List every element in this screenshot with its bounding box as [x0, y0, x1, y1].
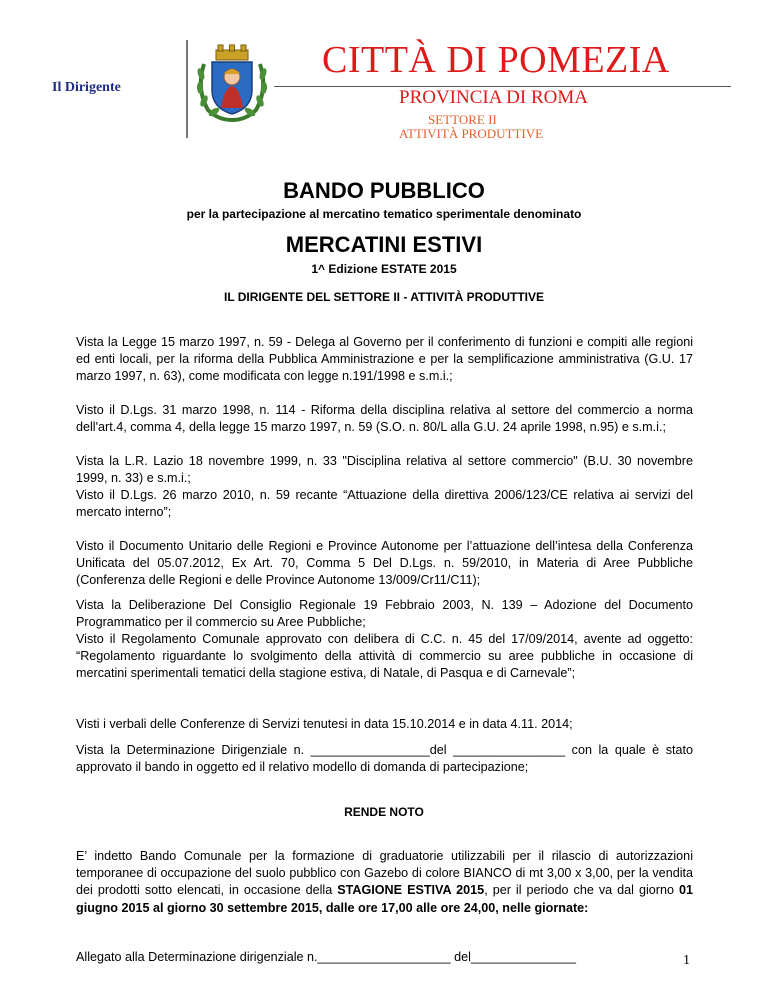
paragraph-regolamento: Visto il Regolamento Comunale approvato con delibera di C.C. n. 45 del 17/09/2014, avente ad oggetto: “Regolamento riguardante lo svolgimento della attività di commercio su aree pubbliche in occasione di mercatini sperimentali tematici della stagione estiva, di Natale, di Pasqua e di Carnevale”; [76, 632, 693, 681]
dirigente-label: Il Dirigente [52, 80, 121, 95]
paragraph-dlgs-114: Visto il D.Lgs. 31 marzo 1998, n. 114 - Riforma della disciplina relativa al settore del commercio a norma dell'art.4, comma 4, della legge 15 marzo 1997, n. 59 (S.O. n. 80/L alla G.U. 24 aprile 1998, n.95) e s.m.i.; [76, 403, 693, 435]
page-number: 1 [683, 953, 690, 968]
dirigente-heading: IL DIRIGENTE DEL SETTORE II - ATTIVITÀ PRODUTTIVE [223, 290, 545, 304]
city-title: CITTÀ DI POMEZIA [322, 39, 670, 81]
rende-noto-heading: RENDE NOTO [344, 805, 424, 819]
indetto-stagione-bold: STAGIONE ESTIVA 2015 [337, 883, 485, 898]
header-divider-vertical [186, 40, 188, 138]
sector-line-1: SETTORE II [428, 112, 497, 127]
bando-subtitle: per la partecipazione al mercatino tematico sperimentale denominato [186, 207, 582, 221]
coat-of-arms-icon [194, 44, 270, 122]
paragraph-legge-59: Vista la Legge 15 marzo 1997, n. 59 - Delega al Governo per il conferimento di funzioni e compiti alle regioni ed enti locali, per la riforma della Pubblica Amministrazione e per la semplificazione amministrativa (G.U. 17 marzo 1997, n. 63), come modificata con legge n.191/1998 e s.m.i.; [76, 335, 693, 384]
paragraph-indetto-bando [76, 848, 693, 917]
bando-title: BANDO PUBBLICO [283, 178, 485, 203]
sector-line-2: ATTIVITÀ PRODUTTIVE [399, 126, 544, 141]
province-title: PROVINCIA DI ROMA [399, 87, 588, 108]
paragraph-dlgs-59: Visto il D.Lgs. 26 marzo 2010, n. 59 recante “Attuazione della direttiva 2006/123/CE relativa ai servizi del mercato interno”; [76, 488, 693, 520]
indetto-period-bold: 01 giugno 2015 al giorno 30 settembre 2015, dalle ore 17,00 alle ore 24,00, nelle giornate: [76, 883, 694, 915]
paragraph-lr-lazio: Vista la L.R. Lazio 18 novembre 1999, n. 33 "Disciplina relativa al settore commercio" (B.U. 30 novembre 1999, n. 33) e s.m.i.; [76, 454, 693, 486]
paragraph-documento-unitario: Visto il Documento Unitario delle Regioni e Province Autonome per l’attuazione dell’intesa della Conferenza Unificata del 05.07.2012, Ex Art. 70, Comma 5 Del D.Lgs. n. 59/2010, in Materia di Aree Pubbliche (Conferenza delle Regioni e delle Province Autonome 13/009/Cr11/C11); [76, 539, 693, 588]
indetto-text-1: E’ indetto Bando Comunale per la formazione di graduatorie utilizzabili per il rilascio di autorizzazioni temporanee di occupazione del suolo pubblico con Gazebo di colore BIANCO di mt 3,00 x 3,00, per la vendita dei prodotti sotto elencati, in occasione della [76, 849, 693, 898]
footer-allegato: Allegato alla Determinazione dirigenziale n.___________________ del_______________ [76, 950, 576, 964]
indetto-text-2: , per il periodo che va dal giorno [484, 883, 679, 898]
paragraph-deliberazione: Vista la Deliberazione Del Consiglio Regionale 19 Febbraio 2003, N. 139 – Adozione del Documento Programmatico per il commercio su Aree Pubbliche; [76, 598, 693, 630]
paragraph-determinazione: Vista la Determinazione Dirigenziale n. _________________del ________________ con la quale è stato approvato il bando in oggetto ed il relativo modello di domanda di partecipazione; [76, 743, 693, 775]
edition-subtitle: 1^ Edizione ESTATE 2015 [311, 262, 457, 276]
mercatini-title: MERCATINI ESTIVI [285, 232, 483, 257]
paragraph-verbali: Visti i verbali delle Conferenze di Servizi tenutesi in data 15.10.2014 e in data 4.11. 2014; [76, 717, 573, 731]
